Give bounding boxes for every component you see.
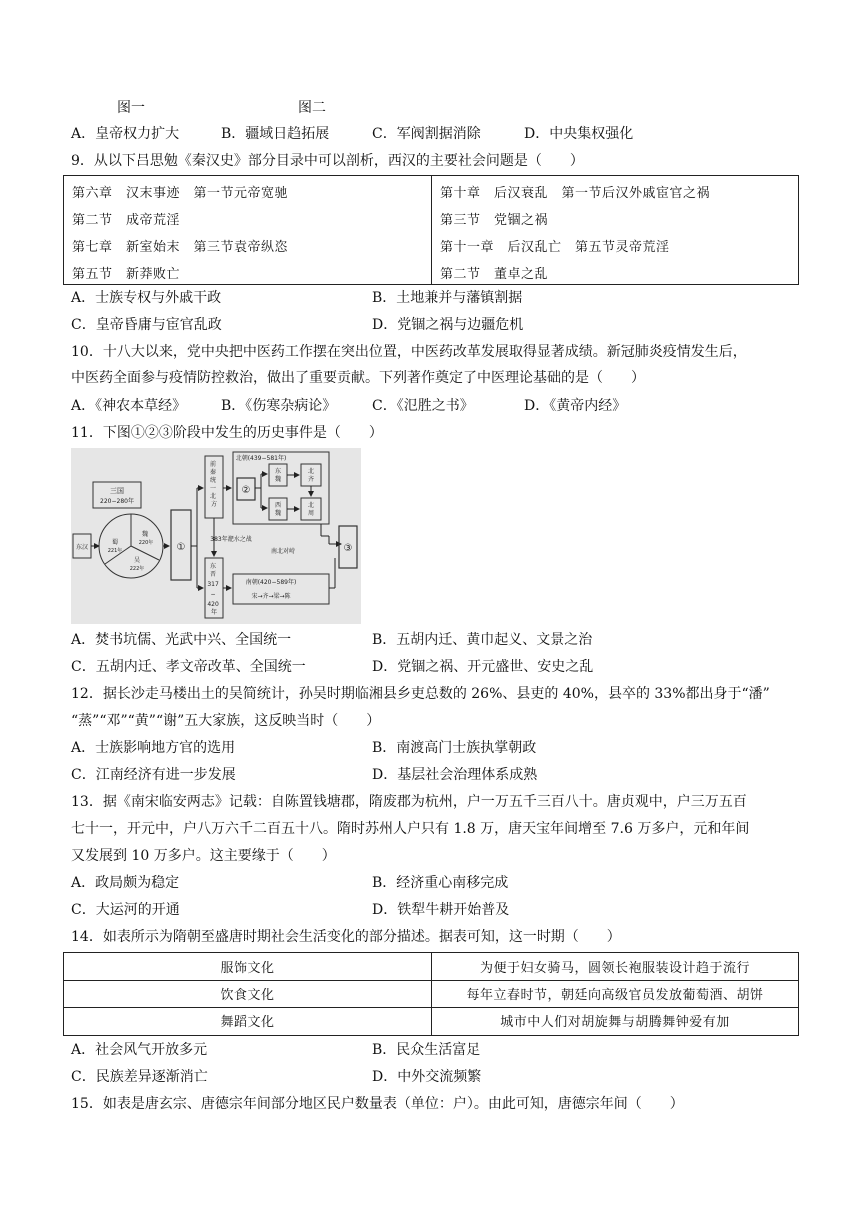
q14-option-d[interactable]: D．中外交流频繁 [372, 1069, 482, 1085]
q14-row-category: 舞蹈文化 [220, 1015, 275, 1030]
shu-label: 蜀 [111, 539, 119, 546]
figure-caption-2: 图二 [298, 100, 326, 116]
q9-table-divider [431, 176, 432, 284]
wei-label: 魏 [141, 531, 149, 538]
q14-row-category: 服饰文化 [220, 961, 275, 976]
q8-option-a[interactable]: A．皇帝权力扩大 [71, 126, 180, 142]
q14-table [63, 952, 799, 1036]
northern-dynasties-label: 北朝(439−581年) [235, 455, 287, 462]
q8-option-d[interactable]: D．中央集权强化 [524, 126, 634, 142]
q12-stem-line1: 12．据长沙走马楼出土的吴简统计，孙吴时期临湘县乡吏总数的 26%、县吏的 40%，县卒的 33%都出身于“潘” [71, 686, 770, 702]
q9-table-left-row: 第七章 新室始末 第三节袁帝纵恣 [72, 240, 289, 255]
stage-2-marker: ② [241, 485, 251, 496]
q9-stem: 9．从以下吕思勉《秦汉史》部分目录中可以剖析，西汉的主要社会问题是（ ） [71, 153, 584, 169]
confrontation-label: 南北对峙 [270, 548, 296, 555]
three-kingdoms-label: 三国 [110, 487, 124, 495]
q12-option-d[interactable]: D．基层社会治理体系成熟 [372, 767, 538, 783]
three-kingdoms-years: 220−280年 [100, 498, 134, 505]
stage-3-marker: ③ [343, 543, 353, 554]
eastern-han-label: 东汉 [75, 544, 89, 551]
history-flow-diagram [71, 448, 361, 624]
q12-option-a[interactable]: A．士族影响地方官的选用 [71, 740, 236, 756]
q11-stem: 11．下图①②③阶段中发生的历史事件是（ ） [71, 425, 383, 441]
q10-option-b[interactable]: B．《伤寒杂病论》 [221, 398, 337, 414]
wei-year: 220年 [138, 540, 154, 546]
q8-option-b[interactable]: B．疆域日趋拓展 [221, 126, 330, 142]
q9-option-d[interactable]: D．党锢之祸与边疆危机 [372, 317, 524, 333]
q11-option-b[interactable]: B．五胡内迁、黄巾起义、文景之治 [372, 632, 593, 648]
q15-stem: 15．如表是唐玄宗、唐德宗年间部分地区民户数量表（单位：户）。由此可知，唐德宗年间（ ） [71, 1096, 684, 1112]
east-wei-label: 东魏 [274, 468, 282, 483]
q10-stem-line2: 中医药全面参与疫情防控救治，做出了重要贡献。下列著作奠定了中医理论基础的是（ ） [71, 370, 645, 386]
q9-table [63, 175, 799, 285]
q13-stem-line3: 又发展到 10 万多户。这主要缘于（ ） [71, 848, 336, 864]
q9-table-right-row: 第十章 后汉衰乱 第一节后汉外戚宦官之祸 [440, 186, 711, 201]
q9-table-left-row: 第二节 成帝荒淫 [72, 213, 181, 228]
q9-option-b[interactable]: B．土地兼并与藩镇割据 [372, 290, 523, 306]
q10-stem-line1: 10．十八大以来，党中央把中医药工作摆在突出位置，中医药改革发展取得显著成绩。新冠肺炎疫情发生后， [71, 344, 747, 360]
q12-stem-line2: “蒸”“邓”“黄”“谢”五大家族，这反映当时（ ） [71, 713, 381, 729]
q13-option-b[interactable]: B．经济重心南移完成 [372, 875, 509, 891]
stage-1-marker: ① [176, 542, 186, 553]
q14-stem: 14．如表所示为隋朝至盛唐时期社会生活变化的部分描述。据表可知，这一时期（ ） [71, 929, 621, 945]
q13-stem-line2: 七十一，开元中，户八万六千二百五十八。隋时苏州人户只有 1.8 万，唐天宝年间增至 7.6 万多户，元和年间 [71, 821, 750, 837]
q14-row-category: 饮食文化 [220, 988, 275, 1003]
q14-option-c[interactable]: C．民族差异逐渐消亡 [71, 1069, 208, 1085]
q14-option-a[interactable]: A．社会风气开放多元 [71, 1042, 208, 1058]
q13-stem-line1: 13．据《南宋临安两志》记载：自陈置钱塘郡，隋废郡为杭州，户一万五千三百八十。唐贞观中，户三万五百 [71, 794, 747, 810]
wu-year: 222年 [129, 566, 145, 572]
q9-table-right-row: 第十一章 后汉乱亡 第五节灵帝荒淫 [440, 240, 670, 255]
q8-option-c[interactable]: C．军阀割据消除 [372, 126, 481, 142]
q13-option-d[interactable]: D．铁犁牛耕开始普及 [372, 902, 510, 918]
q14-option-b[interactable]: B．民众生活富足 [372, 1042, 481, 1058]
q12-option-b[interactable]: B．南渡高门士族执掌朝政 [372, 740, 537, 756]
q14-row-description: 每年立春时节，朝廷向高级官员发放葡萄酒、胡饼 [466, 988, 764, 1003]
q10-option-a[interactable]: A．《神农本草经》 [71, 398, 187, 414]
q9-table-left-row: 第六章 汉末事迹 第一节元帝宽驰 [72, 186, 289, 201]
q9-table-left-row: 第五节 新莽败亡 [72, 267, 181, 282]
q14-row-description: 为便于妇女骑马，圆领长袍服装设计趋于流行 [479, 961, 750, 976]
southern-sequence: 宋→齐→梁→陈 [251, 593, 291, 600]
north-zhou-label: 北周 [307, 502, 315, 517]
q11-option-a[interactable]: A．焚书坑儒、光武中兴、全国统一 [71, 632, 292, 648]
former-qin-label: 前 秦 统 一 北 方 [210, 461, 218, 508]
q9-table-right-row: 第二节 董卓之乱 [440, 267, 549, 282]
west-wei-label: 西魏 [274, 502, 282, 517]
q13-option-a[interactable]: A．政局颇为稳定 [71, 875, 180, 891]
eastern-jin-label: 东 晋 317 − 420 年 [207, 563, 219, 616]
q11-option-c[interactable]: C．五胡内迁、孝文帝改革、全国统一 [71, 659, 306, 675]
q11-option-d[interactable]: D．党锢之祸、开元盛世、安史之乱 [372, 659, 594, 675]
q14-table-row-line [64, 1007, 798, 1008]
q12-option-c[interactable]: C．江南经济有进一步发展 [71, 767, 236, 783]
q14-table-row-line [64, 980, 798, 981]
q14-row-description: 城市中人们对胡旋舞与胡腾舞钟爱有加 [500, 1015, 730, 1030]
shu-year: 221年 [107, 548, 123, 554]
southern-dynasties-label: 南朝(420−589年) [245, 579, 297, 586]
wu-label: 吴 [133, 557, 141, 564]
figure-caption-1: 图一 [117, 100, 145, 116]
battle-label: 383年淝水之战 [210, 536, 252, 543]
q9-table-right-row: 第三节 党锢之祸 [440, 213, 549, 228]
q9-option-c[interactable]: C．皇帝昏庸与宦官乱政 [71, 317, 222, 333]
q10-option-c[interactable]: C．《氾胜之书》 [372, 398, 474, 414]
q13-option-c[interactable]: C．大运河的开通 [71, 902, 180, 918]
north-qi-label: 北齐 [307, 468, 315, 483]
q10-option-d[interactable]: D．《黄帝内经》 [524, 398, 627, 414]
q9-option-a[interactable]: A．士族专权与外戚干政 [71, 290, 222, 306]
